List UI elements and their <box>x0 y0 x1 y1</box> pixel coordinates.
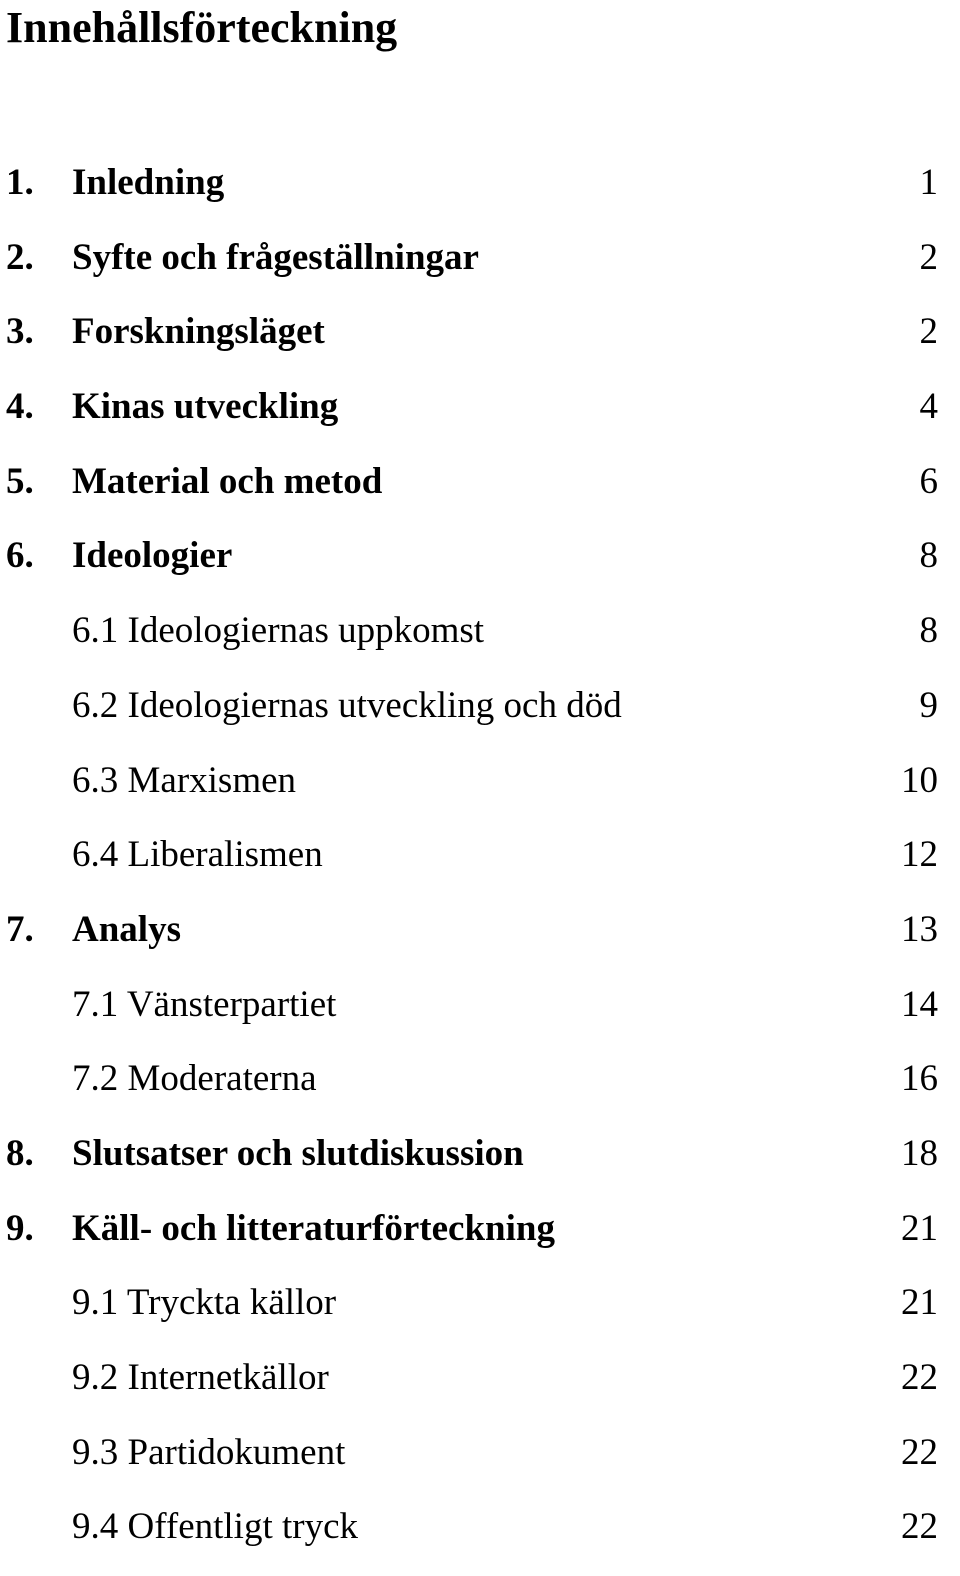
toc-entry-label: Kinas utveckling <box>72 386 339 428</box>
toc-entry <box>0 1128 960 1203</box>
toc-entry-number: 9. <box>6 1207 34 1249</box>
toc-entry-label: Forskningsläget <box>72 311 325 353</box>
toc-entry-page-number: 10 <box>901 759 938 801</box>
toc-entry-number: 1. <box>6 162 34 203</box>
toc-entry-label: Material och metod <box>72 460 383 502</box>
toc-entry-page-number: 14 <box>901 983 938 1025</box>
toc-entry-label: Analys <box>72 908 181 950</box>
toc-entry <box>0 979 960 1054</box>
toc-entry-page-number: 2 <box>919 311 938 353</box>
toc-entry-label: 7.1 Vänsterpartiet <box>72 983 337 1025</box>
toc-entry-page-number: 8 <box>919 610 938 652</box>
toc-entry-label: 6.1 Ideologiernas uppkomst <box>72 610 485 652</box>
toc-entry-label: Käll- och litteraturförteckning <box>72 1207 555 1249</box>
toc-entry-page-number: 22 <box>901 1357 938 1398</box>
toc-entry-number: 2. <box>6 236 34 278</box>
toc-entry <box>0 1427 960 1502</box>
toc-entry-page-number: 21 <box>901 1282 938 1324</box>
page-title: Innehållsförteckning <box>6 3 398 52</box>
toc-entry <box>0 1352 960 1427</box>
toc-entry-number: 5. <box>6 460 34 502</box>
toc-entry-page-number: 18 <box>901 1132 938 1174</box>
toc-entry-label: 9.2 Internetkällor <box>72 1357 329 1398</box>
toc-entry-page-number: 22 <box>901 1506 938 1548</box>
toc-entry-page-number: 9 <box>919 684 938 726</box>
table-of-contents <box>0 157 960 1576</box>
toc-entry <box>0 456 960 531</box>
toc-entry <box>0 1277 960 1352</box>
toc-entry-page-number: 1 <box>919 162 938 203</box>
toc-entry-label: Inledning <box>72 162 225 203</box>
toc-entry-page-number: 21 <box>901 1207 938 1249</box>
toc-entry-number: 8. <box>6 1132 34 1174</box>
toc-entry <box>0 1501 960 1576</box>
toc-entry-label: Ideologier <box>72 535 233 577</box>
toc-entry-label: Slutsatser och slutdiskussion <box>72 1132 524 1174</box>
toc-entry-page-number: 22 <box>901 1431 938 1473</box>
toc-entry-label: 9.3 Partidokument <box>72 1431 346 1473</box>
toc-entry <box>0 530 960 605</box>
toc-entry-label: 9.4 Offentligt tryck <box>72 1506 359 1548</box>
toc-entry <box>0 680 960 755</box>
toc-entry <box>0 1203 960 1278</box>
toc-entry <box>0 829 960 904</box>
toc-entry-number: 4. <box>6 386 34 428</box>
toc-entry-page-number: 4 <box>919 386 938 428</box>
toc-entry-label: 9.1 Tryckta källor <box>72 1282 337 1324</box>
toc-entry <box>0 755 960 830</box>
toc-entry-page-number: 6 <box>919 460 938 502</box>
toc-entry-label: Syfte och frågeställningar <box>72 236 479 278</box>
toc-entry <box>0 157 960 232</box>
toc-entry <box>0 904 960 979</box>
toc-entry-number: 7. <box>6 908 34 950</box>
toc-entry-page-number: 2 <box>919 236 938 278</box>
toc-entry-page-number: 8 <box>919 535 938 577</box>
toc-entry-label: 7.2 Moderaterna <box>72 1058 317 1100</box>
toc-entry-page-number: 12 <box>901 834 938 876</box>
toc-entry <box>0 381 960 456</box>
toc-entry-page-number: 16 <box>901 1058 938 1100</box>
toc-entry <box>0 232 960 307</box>
toc-entry <box>0 605 960 680</box>
toc-entry-label: 6.4 Liberalismen <box>72 834 323 876</box>
toc-entry <box>0 306 960 381</box>
toc-entry-number: 3. <box>6 311 34 353</box>
toc-entry-number: 6. <box>6 535 34 577</box>
toc-entry-label: 6.2 Ideologiernas utveckling och död <box>72 684 622 726</box>
toc-entry <box>0 1053 960 1128</box>
toc-entry-page-number: 13 <box>901 908 938 950</box>
toc-entry-label: 6.3 Marxismen <box>72 759 297 801</box>
